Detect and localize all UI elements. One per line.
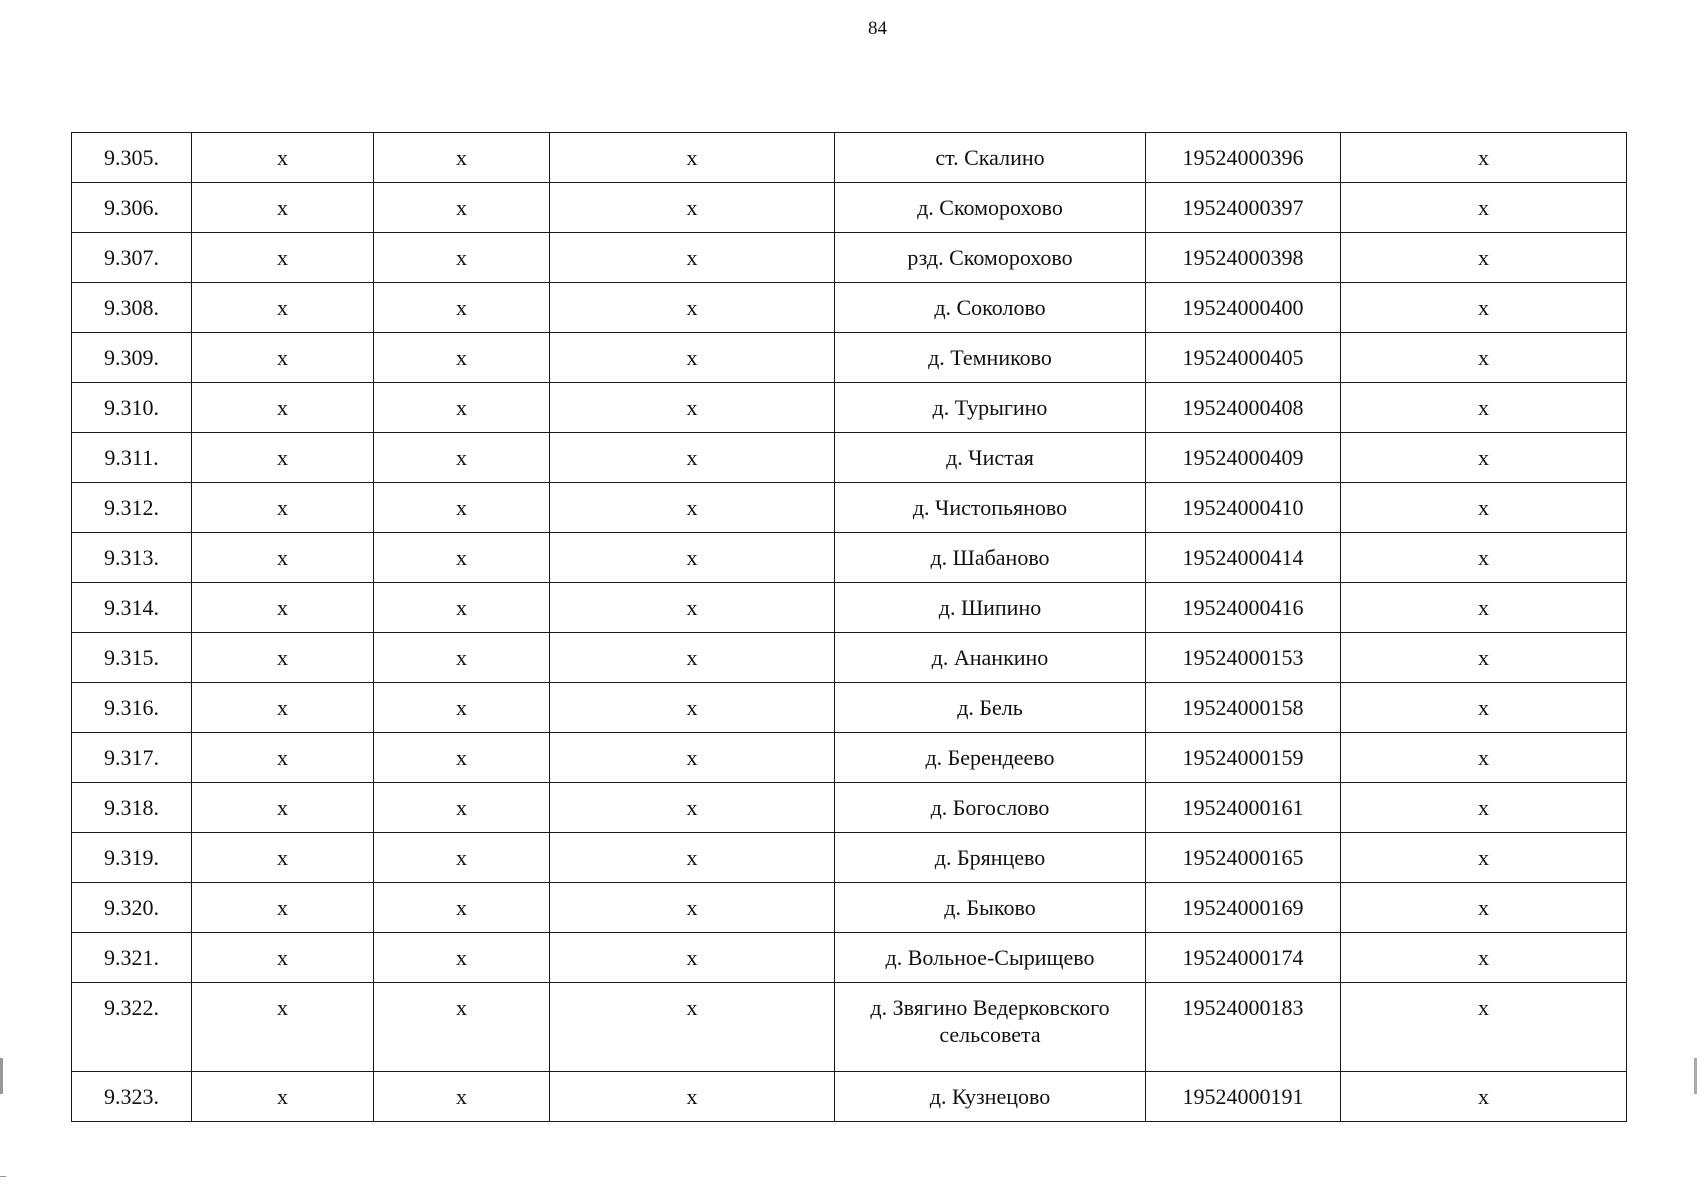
oktmo-code-cell: 19524000183 <box>1146 983 1341 1072</box>
column-2-cell: х <box>192 1072 374 1122</box>
column-4-cell: х <box>550 883 835 933</box>
oktmo-code-cell: 19524000409 <box>1146 433 1341 483</box>
table-row <box>72 933 1627 983</box>
table-row <box>72 183 1627 233</box>
column-3-cell: х <box>374 383 550 433</box>
column-2-cell: х <box>192 133 374 183</box>
column-4-cell: х <box>550 583 835 633</box>
row-number-cell: 9.320. <box>72 883 192 933</box>
scan-mark-left-bottom <box>0 1176 6 1177</box>
table-row <box>72 683 1627 733</box>
row-number-cell: 9.309. <box>72 333 192 383</box>
row-number-cell: 9.308. <box>72 283 192 333</box>
oktmo-code-cell: 19524000408 <box>1146 383 1341 433</box>
column-2-cell: х <box>192 833 374 883</box>
row-number-cell: 9.321. <box>72 933 192 983</box>
column-7-cell: х <box>1341 333 1627 383</box>
oktmo-code-cell: 19524000410 <box>1146 483 1341 533</box>
table-row <box>72 283 1627 333</box>
settlement-name-cell: д. Шабаново <box>835 533 1146 583</box>
oktmo-code-cell: 19524000397 <box>1146 183 1341 233</box>
table-row <box>72 233 1627 283</box>
settlement-name-cell: д. Шипино <box>835 583 1146 633</box>
table-row <box>72 1072 1627 1122</box>
row-number-cell: 9.312. <box>72 483 192 533</box>
oktmo-code-cell: 19524000414 <box>1146 533 1341 583</box>
oktmo-code-cell: 19524000191 <box>1146 1072 1341 1122</box>
column-3-cell: х <box>374 133 550 183</box>
column-4-cell: х <box>550 833 835 883</box>
column-4-cell: х <box>550 983 835 1072</box>
column-2-cell: х <box>192 233 374 283</box>
row-number-cell: 9.317. <box>72 733 192 783</box>
table-row <box>72 583 1627 633</box>
column-3-cell: х <box>374 883 550 933</box>
column-4-cell: х <box>550 1072 835 1122</box>
column-2-cell: х <box>192 933 374 983</box>
column-7-cell: х <box>1341 983 1627 1072</box>
column-7-cell: х <box>1341 833 1627 883</box>
table-row <box>72 733 1627 783</box>
row-number-cell: 9.315. <box>72 633 192 683</box>
settlements-table <box>71 132 1627 1122</box>
column-4-cell: х <box>550 533 835 583</box>
column-7-cell: х <box>1341 633 1627 683</box>
column-4-cell: х <box>550 633 835 683</box>
table-row <box>72 533 1627 583</box>
table-row <box>72 833 1627 883</box>
settlement-name-cell: д. Соколово <box>835 283 1146 333</box>
table-row <box>72 133 1627 183</box>
column-2-cell: х <box>192 183 374 233</box>
column-2-cell: х <box>192 383 374 433</box>
column-7-cell: х <box>1341 133 1627 183</box>
column-3-cell: х <box>374 1072 550 1122</box>
column-2-cell: х <box>192 283 374 333</box>
column-7-cell: х <box>1341 733 1627 783</box>
column-4-cell: х <box>550 233 835 283</box>
settlement-name-cell: д. Скоморохово <box>835 183 1146 233</box>
column-2-cell: х <box>192 583 374 633</box>
column-4-cell: х <box>550 333 835 383</box>
row-number-cell: 9.319. <box>72 833 192 883</box>
row-number-cell: 9.322. <box>72 983 192 1072</box>
row-number-cell: 9.313. <box>72 533 192 583</box>
settlement-name-cell: рзд. Скоморохово <box>835 233 1146 283</box>
column-3-cell: х <box>374 533 550 583</box>
column-3-cell: х <box>374 783 550 833</box>
row-number-cell: 9.306. <box>72 183 192 233</box>
column-4-cell: х <box>550 733 835 783</box>
column-2-cell: х <box>192 633 374 683</box>
settlement-name-cell: д. Кузнецово <box>835 1072 1146 1122</box>
column-2-cell: х <box>192 883 374 933</box>
table-row <box>72 433 1627 483</box>
settlement-name-cell: д. Звягино Ведерковского сельсовета <box>835 983 1146 1072</box>
column-7-cell: х <box>1341 283 1627 333</box>
oktmo-code-cell: 19524000161 <box>1146 783 1341 833</box>
oktmo-code-cell: 19524000416 <box>1146 583 1341 633</box>
column-3-cell: х <box>374 483 550 533</box>
column-2-cell: х <box>192 783 374 833</box>
oktmo-code-cell: 19524000153 <box>1146 633 1341 683</box>
column-7-cell: х <box>1341 883 1627 933</box>
settlement-name-cell: д. Турыгино <box>835 383 1146 433</box>
column-7-cell: х <box>1341 683 1627 733</box>
row-number-cell: 9.316. <box>72 683 192 733</box>
column-4-cell: х <box>550 133 835 183</box>
table-row <box>72 883 1627 933</box>
settlement-name-cell: д. Темниково <box>835 333 1146 383</box>
column-2-cell: х <box>192 533 374 583</box>
oktmo-code-cell: 19524000158 <box>1146 683 1341 733</box>
column-7-cell: х <box>1341 933 1627 983</box>
column-4-cell: х <box>550 433 835 483</box>
settlement-name-cell: д. Берендеево <box>835 733 1146 783</box>
column-4-cell: х <box>550 483 835 533</box>
column-2-cell: х <box>192 733 374 783</box>
row-number-cell: 9.311. <box>72 433 192 483</box>
scan-mark-left <box>0 1058 3 1094</box>
table-row <box>72 383 1627 433</box>
table-body <box>72 133 1627 1122</box>
column-2-cell: х <box>192 333 374 383</box>
column-7-cell: х <box>1341 383 1627 433</box>
column-7-cell: х <box>1341 433 1627 483</box>
column-2-cell: х <box>192 483 374 533</box>
column-4-cell: х <box>550 783 835 833</box>
column-3-cell: х <box>374 833 550 883</box>
table-row <box>72 983 1627 1072</box>
settlement-name-cell: д. Чистая <box>835 433 1146 483</box>
settlement-name-cell: д. Богослово <box>835 783 1146 833</box>
settlement-name-cell: д. Быково <box>835 883 1146 933</box>
column-3-cell: х <box>374 183 550 233</box>
column-7-cell: х <box>1341 183 1627 233</box>
row-number-cell: 9.310. <box>72 383 192 433</box>
table-row <box>72 783 1627 833</box>
column-3-cell: х <box>374 633 550 683</box>
page-number: 84 <box>868 18 887 39</box>
column-3-cell: х <box>374 983 550 1072</box>
settlement-name-cell: д. Вольное-Сырищево <box>835 933 1146 983</box>
table-row <box>72 633 1627 683</box>
column-7-cell: х <box>1341 583 1627 633</box>
row-number-cell: 9.318. <box>72 783 192 833</box>
row-number-cell: 9.305. <box>72 133 192 183</box>
column-7-cell: х <box>1341 1072 1627 1122</box>
oktmo-code-cell: 19524000174 <box>1146 933 1341 983</box>
oktmo-code-cell: 19524000396 <box>1146 133 1341 183</box>
column-3-cell: х <box>374 933 550 983</box>
column-3-cell: х <box>374 583 550 633</box>
settlement-name-cell: д. Бель <box>835 683 1146 733</box>
oktmo-code-cell: 19524000400 <box>1146 283 1341 333</box>
table-row <box>72 483 1627 533</box>
column-3-cell: х <box>374 233 550 283</box>
column-3-cell: х <box>374 733 550 783</box>
settlement-name-cell: д. Чистопьяново <box>835 483 1146 533</box>
oktmo-code-cell: 19524000405 <box>1146 333 1341 383</box>
column-4-cell: х <box>550 183 835 233</box>
column-3-cell: х <box>374 283 550 333</box>
column-4-cell: х <box>550 283 835 333</box>
column-3-cell: х <box>374 683 550 733</box>
column-4-cell: х <box>550 683 835 733</box>
oktmo-code-cell: 19524000165 <box>1146 833 1341 883</box>
table-row <box>72 333 1627 383</box>
settlement-name-cell: д. Брянцево <box>835 833 1146 883</box>
column-7-cell: х <box>1341 783 1627 833</box>
column-2-cell: х <box>192 433 374 483</box>
row-number-cell: 9.307. <box>72 233 192 283</box>
column-4-cell: х <box>550 933 835 983</box>
column-2-cell: х <box>192 683 374 733</box>
column-4-cell: х <box>550 383 835 433</box>
column-2-cell: х <box>192 983 374 1072</box>
oktmo-code-cell: 19524000169 <box>1146 883 1341 933</box>
column-3-cell: х <box>374 333 550 383</box>
row-number-cell: 9.323. <box>72 1072 192 1122</box>
settlement-name-cell: ст. Скалино <box>835 133 1146 183</box>
settlement-name-cell: д. Ананкино <box>835 633 1146 683</box>
oktmo-code-cell: 19524000398 <box>1146 233 1341 283</box>
column-7-cell: х <box>1341 533 1627 583</box>
column-7-cell: х <box>1341 483 1627 533</box>
column-3-cell: х <box>374 433 550 483</box>
oktmo-code-cell: 19524000159 <box>1146 733 1341 783</box>
column-7-cell: х <box>1341 233 1627 283</box>
row-number-cell: 9.314. <box>72 583 192 633</box>
